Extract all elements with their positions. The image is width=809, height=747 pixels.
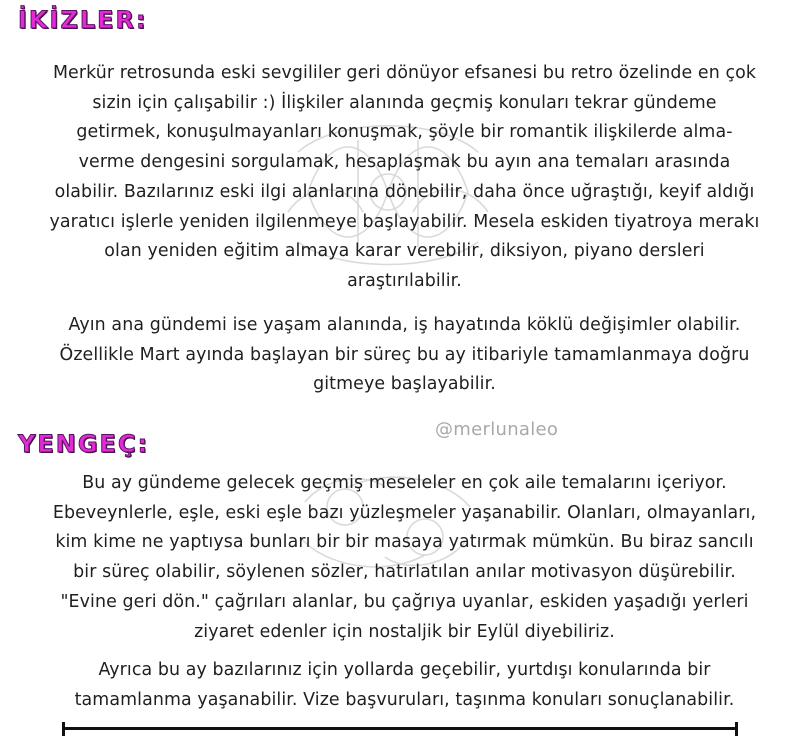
text-line: gitmeye başlayabilir. — [313, 374, 496, 395]
text-line: araştırılabilir. — [347, 270, 462, 291]
divider-right-cap — [735, 722, 738, 736]
text-line: "Evine geri dön." çağrıları alanlar, bu çağrıya uyanlar, eskiden yaşadığı yerleri — [60, 591, 749, 612]
text-line: ziyaret edenler için nostaljik bir Eylül diyebiliriz. — [194, 621, 615, 642]
text-line: getirmek, konuşulmayanları konuşmak, şöyle bir romantik ilişkilerde alma- — [76, 122, 733, 143]
text-line: kim kime ne yaptıysa bunları bir bir masaya yatırmak mümkün. Bu biraz sancılı — [55, 532, 754, 553]
text-line: tamamlanma yaşanabilir. Vize başvuruları, taşınma konuları sonuçlanabilir. — [74, 689, 735, 710]
watermark-handle: @merlunaleo — [435, 419, 559, 440]
text-line: verme dengesini sorgulamak, hesaplaşmak bu ayın ana temaları arasında — [78, 152, 731, 173]
text-line: olan yeniden eğitim almaya karar verebilir, diksiyon, piyano dersleri — [104, 241, 705, 262]
cancer-paragraph-2 — [6, 656, 803, 715]
divider-bar — [62, 727, 738, 730]
text-line: Bu ay gündeme gelecek geçmiş meseleler en çok aile temalarını içeriyor. — [82, 473, 727, 493]
text-line: yaratıcı işlerle yeniden ilgilenmeye başlayabilir. Mesela eskiden tiyatroya merakı — [49, 211, 760, 232]
cancer-heading: YENGEÇ: — [18, 430, 150, 458]
text-line: Merkür retrosunda eski sevgililer geri dönüyor efsanesi bu retro özelinde en çok — [52, 63, 757, 83]
text-line: olabilir. Bazılarınız eski ilgi alanlarına dönebilir, daha önce uğraştığı, keyif aldığı — [54, 181, 755, 202]
text-line: sizin için çalışabilir :) İlişkiler alanında geçmiş konuları tekrar gündeme — [92, 92, 717, 113]
text-line: bir süreç olabilir, söylenen sözler, hatırlatılan anılar motivasyon düşürebilir. — [73, 562, 736, 583]
gemini-paragraph-2 — [6, 311, 803, 400]
text-line: Özellikle Mart ayında başlayan bir süreç bu ay itibariyle tamamlanmaya doğru — [59, 344, 750, 365]
text-line: Ayrıca bu ay bazılarınız için yollarda geçebilir, yurtdışı konularında bir — [98, 660, 711, 680]
bottom-divider — [62, 722, 738, 736]
text-line: Ayın ana gündemi ise yaşam alanında, iş hayatında köklü değişimler olabilir. — [68, 315, 741, 335]
cancer-paragraph-1 — [6, 469, 803, 647]
gemini-heading: İKİZLER: — [18, 6, 148, 34]
gemini-paragraph-1 — [6, 59, 803, 297]
text-line: Ebeveynlerle, eşle, eski eşle bazı yüzleşmeler yaşanabilir. Olanları, olmayanları, — [52, 502, 757, 523]
